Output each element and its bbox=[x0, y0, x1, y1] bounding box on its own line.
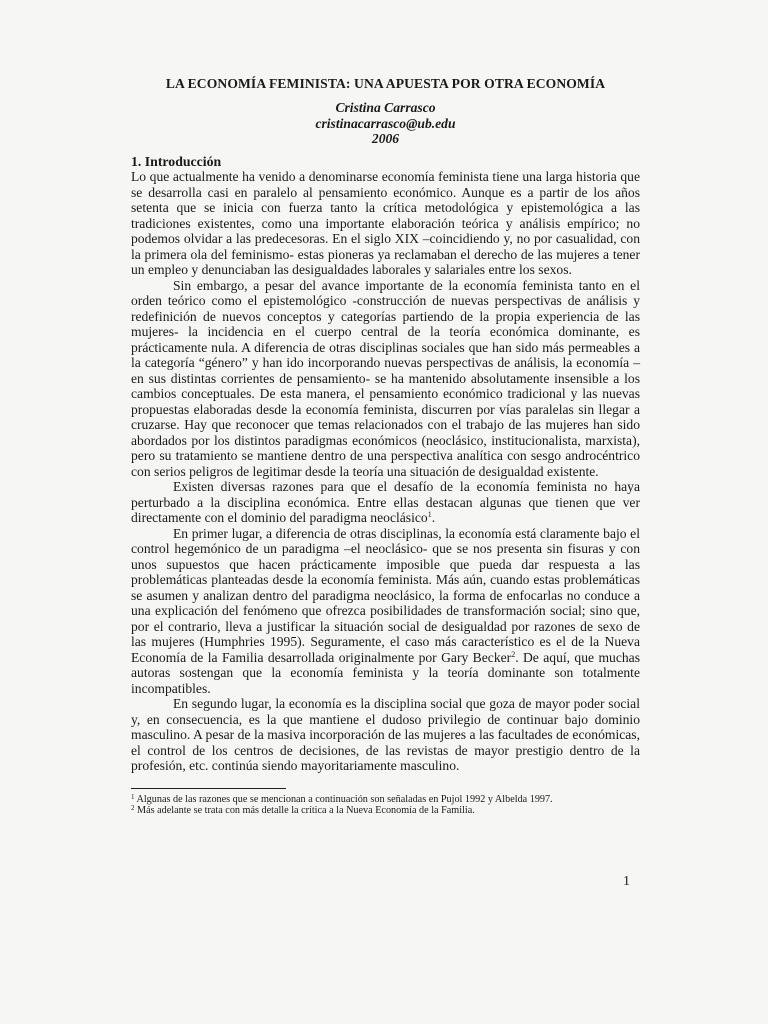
paragraph-4-text: En primer lugar, a diferencia de otras disciplinas, la economía está claramente bajo el control hegemónico de un paradigma –el neoclásico- que se nos presenta sin fisuras y con unos supuestos que hacen prácticamente imposible que pueda dar respuesta a las problemáticas planteadas desde la economía feminista. Más aún, cuando estas problemáticas se asumen y analizan dentro del paradigma neoclásico, la forma de enfocarlas no conduce a una explicación del fenómeno que ofrezca posibilidades de transformación social; sino que, por el contrario, lleva a justificar la situación social de desigualdad por razones de sexo de las mujeres (Humphries 1995). Seguramente, el caso más característico es el de la Nueva Economía de la Familia desarrollada originalmente por Gary Becker bbox=[131, 525, 640, 665]
body-text bbox=[131, 169, 640, 774]
footnote-mark-1: 1 bbox=[131, 792, 135, 801]
publication-year: 2006 bbox=[371, 131, 400, 146]
paragraph-4-tail: . De aquí, que muchas autoras sostengan que la economía feminista y la teoría dominante son totalmente incompatibles. bbox=[131, 649, 640, 696]
author-name: Cristina Carrasco bbox=[335, 100, 436, 115]
footnote-1 bbox=[131, 794, 640, 806]
footnote-2 bbox=[131, 805, 640, 817]
paragraph-3-end: . bbox=[431, 510, 436, 525]
paragraph-5: En segundo lugar, la economía es la disciplina social que goza de mayor poder social y, en consecuencia, es la que mantiene el dudoso privilegio de continuar bajo dominio masculino. A pesar de la masiva incorporación de las mujeres a las facultades de económicas, el control de los centros de decisiones, de las revistas de mayor prestigio dentro de la profesión, etc. continúa siendo mayoritariamente masculino. bbox=[131, 696, 640, 773]
page-number: 1 bbox=[623, 874, 630, 889]
footnote-2-text: Más adelante se trata con más detalle la crítica a la Nueva Economía de la Familia. bbox=[137, 805, 475, 816]
paragraph-4 bbox=[131, 526, 640, 697]
footnote-1-text: Algunas de las razones que se mencionan a continuación son señaladas en Pujol 1992 y Albelda 1997. bbox=[136, 793, 553, 805]
footnote-mark-2: 2 bbox=[131, 804, 135, 812]
paragraph-2: Sin embargo, a pesar del avance importante de la economía feminista tanto en el orden teórico como el epistemológico -construcción de nuevas perspectivas de análisis y redefinición de nuevos conceptos y categorías partiendo de la propia experiencia de las mujeres- la incidencia en el cuerpo central de la teoría económica dominante, es prácticamente nula. A diferencia de otras disciplinas sociales que han sido más permeables a la categoría “género” y han ido incorporando nuevas perspectivas de análisis, la economía –en sus distintas corrientes de pensamiento- se ha mantenido absolutamente insensible a los cambios conceptuales. De esta manera, el pensamiento económico tradicional y las nuevas propuestas elaboradas desde la economía feminista, discurren por vías paralelas sin llegar a cruzarse. Hay que reconocer que temas relacionados con el trabajo de las mujeres han sido abordados por los distintos paradigmas económicos (neoclásico, institucionalista, marxista), pero su tratamiento se mantiene dentro de una perspectiva analítica con sesgo androcéntrico con serios peligros de legitimar desde la teoría una situación de desigualdad existente. bbox=[131, 277, 640, 479]
author-email: cristinacarrasco@ub.edu bbox=[315, 115, 456, 131]
paragraph-3-text: Existen diversas razones para que el desafío de la economía feminista no haya perturbado a la disciplina económica. Entre ellas destacan algunas que tienen que ver directamente con el dominio del paradigma neoclásico bbox=[131, 479, 640, 525]
footnote-ref-2: 2 bbox=[511, 649, 516, 659]
paragraph-3 bbox=[131, 479, 640, 526]
section-heading: 1. Introducción bbox=[131, 153, 222, 169]
footnote-separator bbox=[131, 788, 286, 789]
paragraph-1: Lo que actualmente ha venido a denominarse economía feminista tiene una larga historia que se desarrolla casi en paralelo al pensamiento económico. Aunque es a partir de los años setenta que se inicia con fuerza tanto la crítica metodológica y epistemológica a las tradiciones existentes, como una importante elaboración teórica y análisis empírico; no podemos olvidar a las predecesoras. En el siglo XIX –coincidiendo y, no por casualidad, con la primera ola del feminismo- estas pioneras ya reclamaban el derecho de las mujeres a tener un empleo y denunciaban las desigualdades laborales y salariales entre los sexos. bbox=[131, 169, 640, 277]
footnote-ref-1: 1 bbox=[427, 510, 432, 519]
document-title: LA ECONOMÍA FEMINISTA: UNA APUESTA POR OTRA ECONOMÍA bbox=[165, 76, 606, 91]
